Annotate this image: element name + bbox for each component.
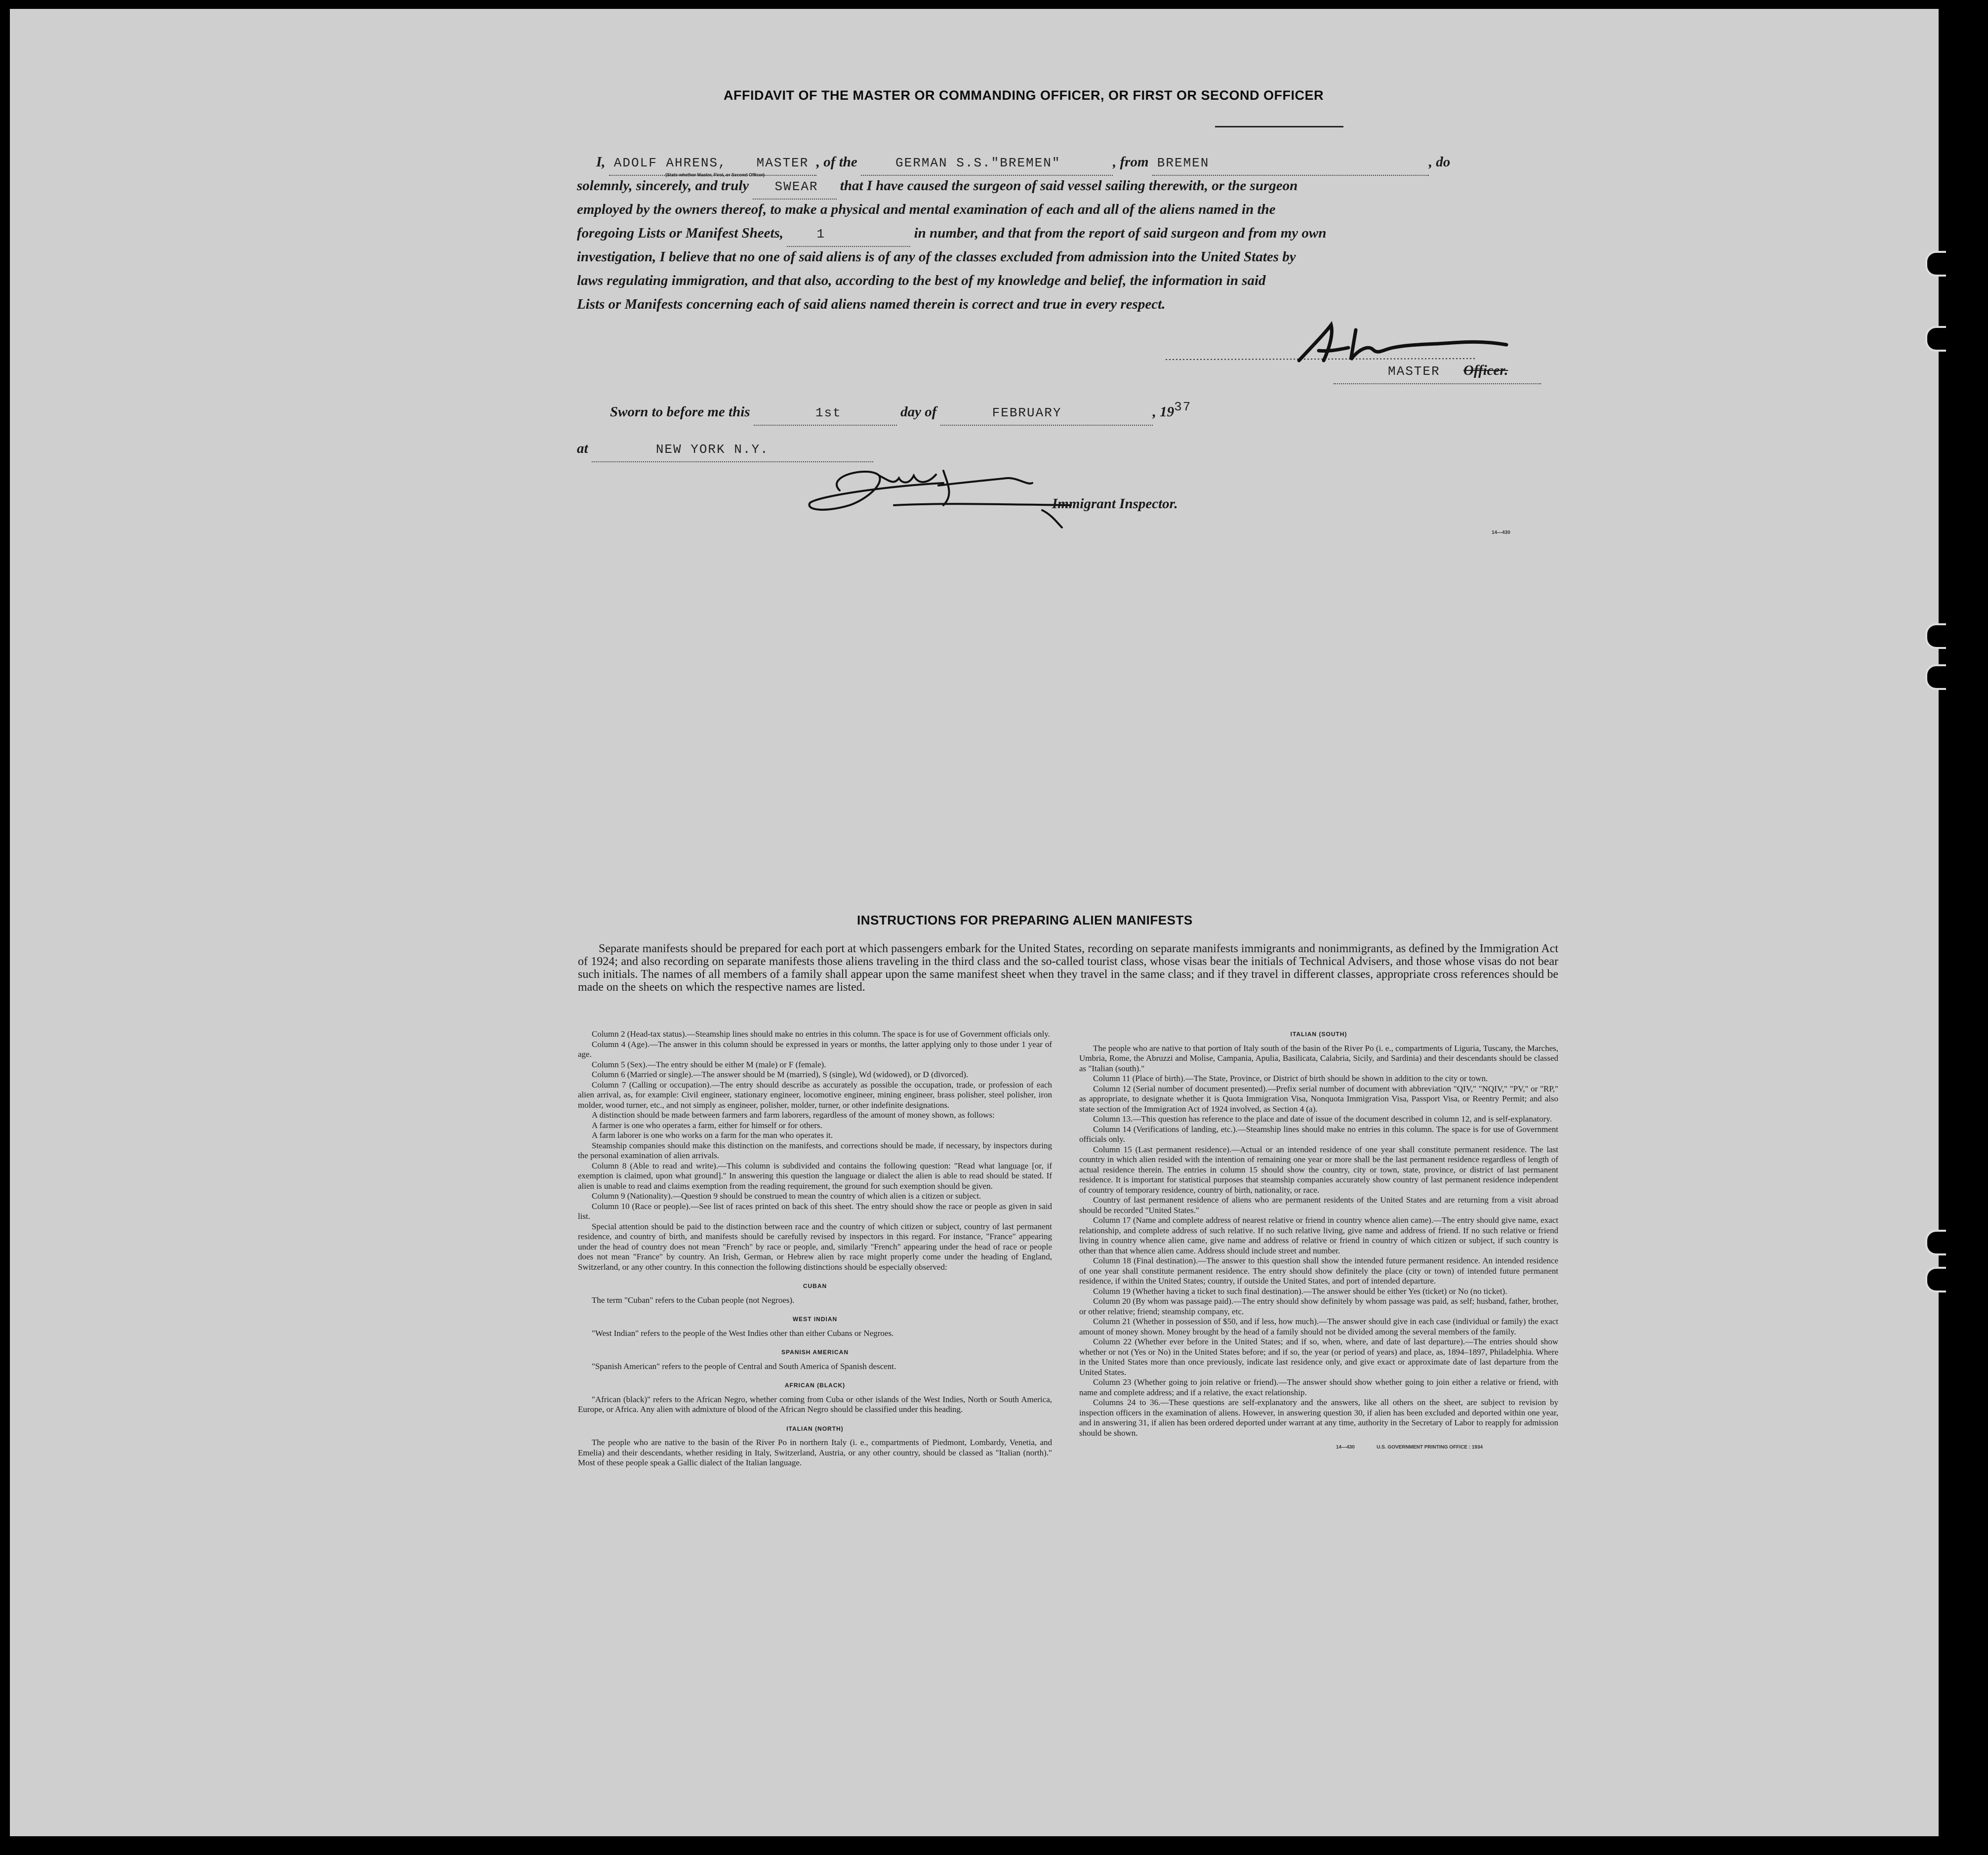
punch-hole: [1925, 326, 1946, 352]
inspector-signature: [795, 456, 1072, 530]
instructions-title: INSTRUCTIONS FOR PREPARING ALIEN MANIFESTS: [857, 913, 1193, 928]
right-paragraph: Column 18 (Final destination).—The answer to this question shall show the intended future permanent residence. An intended residence of one year shall constitute permanent residence. The entry should show definitely the place (city or town) of intended future permanent residence, if within the United States; country, if outside the United States, and port of intended departure.: [1079, 1256, 1558, 1286]
sworn-month: FEBRUARY: [992, 405, 1062, 420]
vessel-name: GERMAN S.S."BREMEN": [895, 156, 1061, 170]
oath-value: SWEAR: [774, 179, 818, 194]
right-paragraph: Column 21 (Whether in possession of $50, and if less, how much).—The answer should give in each case (individual or family) the exact amount of money shown. Money brought by the head of a family should not be divided among the several members of the family.: [1079, 1317, 1558, 1336]
vessel-field: [861, 150, 1113, 176]
subheading-italian-south: ITALIAN (SOUTH): [1290, 1031, 1347, 1038]
left-paragraph: Steamship companies should make this distinction on the manifests, and corrections should be made, if necessary, by inspectors during the personal examination of alien arrivals.: [578, 1140, 1052, 1160]
sworn-text-b: day of: [900, 404, 937, 420]
right-paragraph: Columns 24 to 36.—These questions are self-explanatory and the answers, like all others on the sheet, are subject to revision by inspection officers in the examination of aliens. However, in answering question 30, if alien has been excluded and deported within one year, and in answering 31, if alien has been ordered deported under warrant at any time, authority in the Secretary of Labor to reapply for admission should be shown.: [1079, 1398, 1558, 1438]
subheading-italian-north: ITALIAN (NORTH): [786, 1425, 844, 1432]
affidavit-line-4: [577, 221, 1326, 247]
right-paragraph: Column 12 (Serial number of document presented).—Prefix serial number of document with abbreviation "QIV," "NQIV," "PV," or "RP," as appropriate, to designate whether it is Quota Immigration Visa, Nonquota Immigration Visa, Passport Visa, or Reentry Permit; and also state section of the Immigration Act of 1924 involved, as Section 4 (a).: [1079, 1084, 1558, 1114]
punch-hole: [1925, 251, 1946, 277]
word-of-the: , of the: [816, 154, 857, 170]
subheading-african: AFRICAN (BLACK): [784, 1382, 846, 1389]
affidavit-line-5: investigation, I believe that no one of said aliens is of any of the classes excluded from admission into the United States by: [577, 249, 1296, 265]
right-paragraph: The people who are native to that portion of Italy south of the basin of the River Po (i. e., compartments of Liguria, Tuscany, the Marches, Umbria, Rome, the Abruzzi and Molise, Campania, Apulia, Basilicata, Calabria, Sicily, and Sardinia) and their descendants should be classed as "Italian (south).": [1079, 1043, 1558, 1073]
left-paragraph: Column 7 (Calling or occupation).—The entry should describe as accurately as possible the occupation, trade, or profession of each alien arrival, as, for example: Civil engineer, stationary engineer, locomotive engineer, mining engineer, brass polisher, steel polisher, iron molder, wood turner, etc., and not simply as engineer, polisher, molder, turner, or other indefinite designations.: [578, 1080, 1052, 1110]
word-i: I,: [596, 154, 606, 170]
master-name: ADOLF AHRENS,: [613, 156, 727, 170]
left-paragraph: "West Indian" refers to the people of the West Indies other than either Cubans or Negroes.: [592, 1328, 894, 1338]
right-paragraph: Column 14 (Verifications of landing, etc.).—Steamship lines should make no entries in this column. The space is for use of Government officials only.: [1079, 1124, 1558, 1144]
punch-hole: [1925, 664, 1946, 690]
instructions-left-column: [578, 1029, 1052, 1468]
left-paragraph: "African (black)" refers to the African Negro, whether coming from Cuba or other islands of the West Indies, North or South America, Europe, or Africa. Any alien with admixture of blood of the African Negro should be classified under this heading.: [578, 1394, 1052, 1414]
sworn-line: [610, 400, 1191, 426]
left-paragraph: Column 5 (Sex).—The entry should be either M (male) or F (female).: [592, 1059, 826, 1069]
sworn-text-a: Sworn to before me this: [610, 404, 750, 420]
signer-title: MASTER: [1388, 364, 1440, 379]
sworn-place: NEW YORK N.Y.: [655, 442, 769, 457]
subheading-west-indian: WEST INDIAN: [792, 1316, 838, 1323]
day-field: [754, 400, 897, 426]
left-paragraph: Column 9 (Nationality).—Question 9 should be construed to mean the country of which alien is a citizen or subject.: [592, 1191, 981, 1201]
affidavit-line-7: Lists or Manifests concerning each of said aliens named therein is correct and true in every respect.: [577, 296, 1166, 312]
word-solemnly: solemnly, sincerely, and truly: [577, 178, 749, 194]
sheet-count: 1: [816, 227, 825, 242]
title-divider: [1215, 126, 1343, 127]
left-paragraph: Column 8 (Able to read and write).—This column is subdivided and contains the following question: "Read what language [or, if exemption is claimed, upon what ground]." In answering this question the language or dialect the alien is able to read should be stated. If alien is unable to read and claims exemption from the reading requirement, the ground for such exemption should be given.: [578, 1161, 1052, 1191]
word-from: , from: [1113, 154, 1149, 170]
left-paragraph: Column 10 (Race or people).—See list of races printed on back of this sheet. The entry should show the race or people as given in said list.: [578, 1201, 1052, 1221]
left-paragraph: A distinction should be made between farmers and farm laborers, regardless of the amount of money shown, as follows:: [592, 1110, 995, 1120]
word-at: at: [577, 441, 588, 456]
right-paragraph: Column 11 (Place of birth).—The State, Province, or District of birth should be shown in addition to the city or town.: [1093, 1074, 1488, 1083]
left-paragraph: The people who are native to the basin of the River Po in northern Italy (i. e., compartments of Piedmont, Lombardy, Venetia, and Emelia) and their descendants, whether residing in Italy, Switzerland, Austria, or any other country, should be classed as "Italian (north)." Most of these people speak a Gallic dialect of the Italian language.: [578, 1438, 1052, 1467]
punch-hole: [1925, 1267, 1946, 1292]
punch-hole: [1925, 1230, 1946, 1255]
left-paragraph: "Spanish American" refers to the people of Central and South America of Spanish descent.: [592, 1361, 896, 1371]
affidavit-line-6: laws regulating immigration, and that also, according to the best of my knowledge and belief, the information in said: [577, 273, 1266, 288]
right-paragraph: Country of last permanent residence of aliens who are permanent residents of the United States and are returning from a visit abroad should be recorded "United States.": [1079, 1195, 1558, 1215]
left-paragraph: Special attention should be paid to the distinction between race and the country of which citizen or subject, country of last permanent residence, and country of birth, and manifests should be carefully revised by inspectors in this regard. For instance, "France" appearing under the head of country does not mean "French" by race or people, and, similarly "French" appearing under the head of race or people does not mean "France" by country. An Irish, German, or Hebrew alien by race might properly come under the heading of England, Switzerland, or any other country. In this connection the following distinctions should be especially observed:: [578, 1221, 1052, 1272]
instructions-form-number: 14—430: [1336, 1445, 1355, 1450]
oath-field: [753, 174, 837, 200]
left-paragraph: The term "Cuban" refers to the Cuban people (not Negroes).: [592, 1295, 795, 1305]
sworn-text-c: , 19: [1152, 404, 1175, 420]
right-paragraph: Column 13.—This question has reference to the place and date of issue of the document described in column 12, and is self-explanatory.: [1093, 1114, 1552, 1124]
manifest-sheet: [10, 9, 1939, 1836]
left-paragraph: Column 6 (Married or single).—The answer should be M (married), S (single), Wd (widowed), or D (divorced).: [592, 1070, 969, 1079]
word-do: , do: [1428, 154, 1451, 170]
instructions-intro: Separate manifests should be prepared for each port at which passengers embark for the United States, recording on separate manifests immigrants and nonimmigrants, as defined by the Immigration Act of 1924; and also recording on separate manifests those aliens traveling in the third class and the so-called tourist class, whose visas bear the initials of Technical Advisers, and those whose visas do not bear such initials. The names of all members of a family shall appear upon the same manifest sheet when they travel in the same class; and if they travel in different classes, appropriate cross references should be made on the sheets on which the respective names are listed.: [578, 942, 1558, 994]
port-name: BREMEN: [1157, 156, 1210, 170]
sheet-count-field: [787, 221, 910, 247]
left-paragraph: A farm laborer is one who works on a farm for the man who operates it.: [592, 1130, 833, 1140]
inspector-label: Immigrant Inspector.: [1052, 496, 1178, 512]
subheading-cuban: CUBAN: [803, 1283, 827, 1290]
port-field: [1152, 150, 1429, 176]
right-paragraph: Column 15 (Last permanent residence).—Actual or an intended residence of one year shall constitute permanent residence. The last country in which alien resided with the intention of remaining one year or more shall be the last permanent residence regardless of length of actual residence therein. The entries in column 15 should show the country, city or town, state, province, or district of last permanent residence. It is important for statistical purposes that steamship companies accurately show country of last permanent residence independent of country of temporary residence, country of birth, nationality, or race.: [1079, 1144, 1558, 1195]
right-paragraph: Column 22 (Whether ever before in the United States; and if so, when, where, and date of last departure).—The entries should show whether or not (Yes or No) in the United States before; and if so, the year (or period of years) and place, as, 1894–1897, Philadelphia. Where in the United States more than once previously, indicate last residence only, and give exact or approximate date of last departure from the United States.: [1079, 1337, 1558, 1377]
right-paragraph: Column 20 (By whom was passage paid).—The entry should show definitely by whom passage was paid, as self; husband, father, brother, or other relative; friend; steamship company, etc.: [1079, 1296, 1558, 1316]
left-paragraph: A farmer is one who operates a farm, either for himself or for others.: [592, 1120, 822, 1130]
punch-hole: [1925, 623, 1946, 649]
signer-title-line: [1334, 359, 1541, 384]
instructions-right-column: [1079, 1029, 1558, 1453]
subheading-spanish-american: SPANISH AMERICAN: [781, 1349, 849, 1356]
scan-edge: [1939, 0, 1988, 1855]
affidavit-line-2: [577, 174, 1298, 200]
left-paragraph: Column 2 (Head-tax status).—Steamship lines should make no entries in this column. The space is for use of Government officials only.: [592, 1029, 1050, 1039]
sworn-year: 37: [1174, 400, 1192, 414]
print-footer: [1079, 1441, 1558, 1453]
affidavit-line-3: employed by the owners thereof, to make a physical and mental examination of each and all of the aliens named in the: [577, 202, 1276, 217]
sworn-day: 1st: [815, 405, 842, 420]
rank-note: (State whether Master, First, or Second Officer): [665, 172, 765, 177]
right-paragraph: Column 23 (Whether going to join relative or friend).—The answer should show whether going to join either a relative or friend, with name and complete address; and if a relative, the exact relationship.: [1079, 1377, 1558, 1397]
rank-value: MASTER: [756, 156, 809, 170]
month-field: [940, 400, 1153, 426]
affidavit-text-1: that I have caused the surgeon of said vessel sailing therewith, or the surgeon: [840, 178, 1298, 194]
affidavit-text-3a: foregoing Lists or Manifest Sheets,: [577, 225, 784, 241]
affidavit-title: AFFIDAVIT OF THE MASTER OR COMMANDING OFFICER, OR FIRST OR SECOND OFFICER: [724, 88, 1324, 103]
right-paragraph: Column 19 (Whether having a ticket to such final destination).—The answer should be either Yes (ticket) or No (no ticket).: [1093, 1286, 1507, 1296]
left-paragraph: Column 4 (Age).—The answer in this column should be expressed in years or months, the latter applying only to those under 1 year of age.: [578, 1039, 1052, 1059]
right-paragraph: Column 17 (Name and complete address of nearest relative or friend in country whence alien came).—The entry should give name, exact relationship, and complete address of such relative. If no such relative living, give name and address of friend. If no such relative or friend living in country whence alien came, give name and address of relative or friend in country of which citizen or subject, if such country is other than that whence alien came. Address should include street and number.: [1079, 1215, 1558, 1255]
printer-line: U.S. GOVERNMENT PRINTING OFFICE : 1934: [1377, 1445, 1483, 1450]
affidavit-text-3b: in number, and that from the report of said surgeon and from my own: [914, 225, 1327, 241]
officer-struck: Officer.: [1463, 363, 1508, 378]
affidavit-form-number: 14—430: [1492, 530, 1510, 535]
